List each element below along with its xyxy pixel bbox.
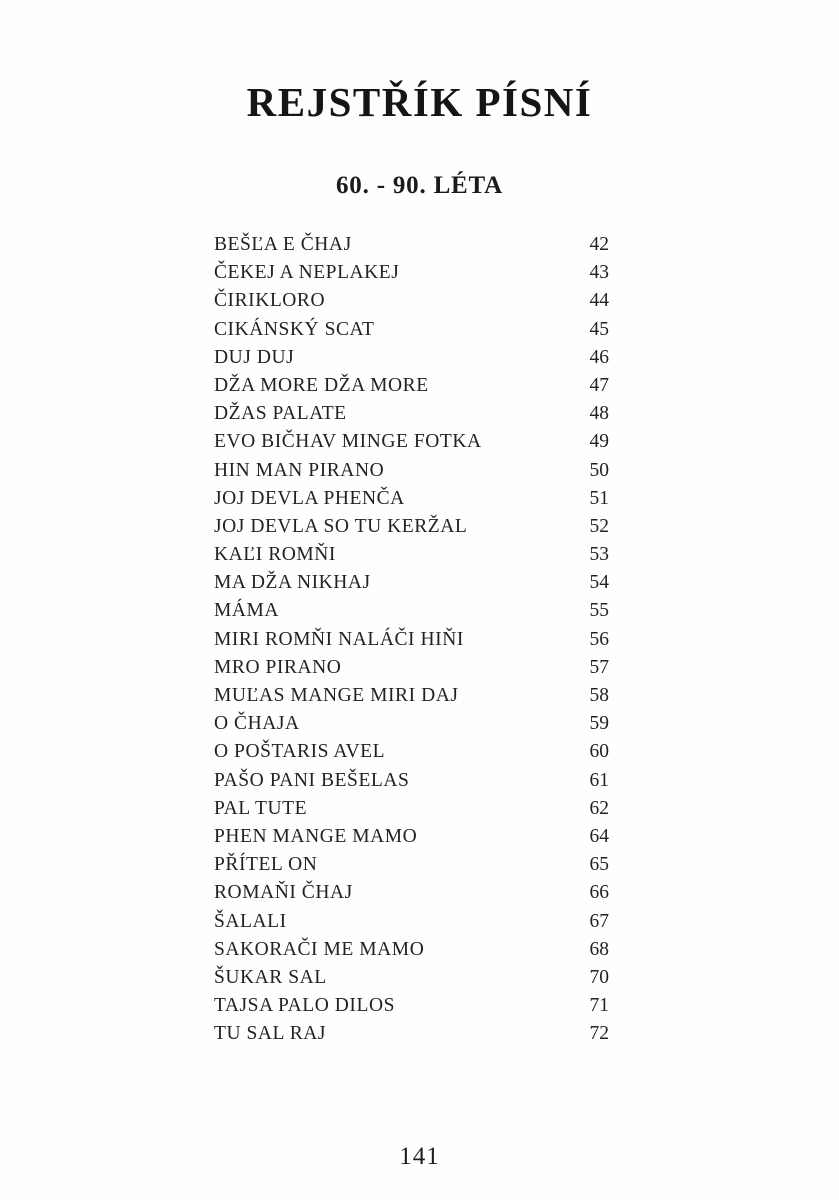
index-entry-row [214,262,609,290]
footer-page-number: 141 [399,1143,440,1170]
index-entry-row [214,826,609,854]
index-entry-row [214,347,609,375]
song-page-number: 53 [589,544,609,566]
song-page-number: 72 [589,1023,609,1045]
song-page-number: 42 [589,234,609,255]
song-title: DŽA MORE DŽA MORE [214,374,429,396]
song-page-number: 51 [589,487,609,509]
song-title: O ČHAJA [214,713,300,735]
index-entry-row [214,657,609,685]
index-entry-row [214,713,609,741]
song-page-number: 48 [589,403,609,425]
song-title: ROMAŇI ČHAJ [214,882,353,904]
song-title: SAKORAČI ME MAMO [214,938,425,960]
index-entry-row [214,1023,609,1051]
song-page-number: 66 [589,882,609,904]
index-entry-row [214,967,609,995]
index-entry-row [214,882,609,910]
song-title: ČIRIKLORO [214,290,326,312]
song-page-number: 56 [589,628,609,650]
song-page-number: 49 [589,431,609,453]
index-entry-row [214,629,609,657]
index-entry-row [214,460,609,488]
index-entry-row [214,544,609,572]
song-page-number: 64 [589,825,609,847]
song-title: TAJSA PALO DILOS [214,995,395,1017]
index-entry-row [214,939,609,967]
song-page-number: 46 [589,346,609,368]
song-title: PAL TUTE [214,797,308,819]
song-title: TU SAL RAJ [214,1023,327,1045]
song-title: DŽAS PALATE [214,403,347,425]
song-title: ČEKEJ A NEPLAKEJ [214,262,400,284]
index-entry-row [214,488,609,516]
index-entry-row [214,234,609,262]
song-title: MUĽAS MANGE MIRI DAJ [214,685,459,706]
song-page-number: 54 [589,572,609,594]
song-title: DUJ DUJ [214,346,295,368]
page-title: REJSTŘÍK PÍSNÍ [246,79,593,125]
song-title: MÁMA [214,600,280,622]
song-title: EVO BIČHAV MINGE FOTKA [214,431,482,453]
index-entry-row [214,854,609,882]
song-page-number: 71 [589,995,609,1017]
song-page-number: 52 [589,515,609,537]
index-entry-row [214,741,609,769]
index-entry-row [214,770,609,798]
song-page-number: 61 [589,769,609,791]
index-entry-row [214,995,609,1023]
song-page-number: 57 [589,656,609,678]
song-title: MIRI ROMŇI NALÁČI HIŇI [214,628,464,650]
song-page-number: 65 [589,854,609,876]
song-title: PHEN MANGE MAMO [214,825,418,847]
index-entry-row [214,798,609,826]
song-page-number: 45 [589,318,609,340]
song-page-number: 47 [589,374,609,396]
index-entry-row [214,572,609,600]
song-title: MA DŽA NIKHAJ [214,572,371,594]
song-title: PAŠO PANI BEŠELAS [214,769,410,791]
song-page-number: 58 [589,685,609,706]
song-title: ŠUKAR SAL [214,966,327,988]
song-title: MRO PIRANO [214,656,342,678]
index-entry-row [214,516,609,544]
index-entry-row [214,911,609,939]
index-entry-row [214,319,609,347]
section-heading: 60. - 90. LÉTA [336,172,503,200]
index-entry-row [214,375,609,403]
song-page-number: 59 [589,713,609,735]
song-page-number: 55 [589,600,609,622]
song-title: JOJ DEVLA PHENČA [214,487,405,509]
index-entry-row [214,685,609,713]
song-page-number: 62 [589,797,609,819]
song-page-number: 43 [589,262,609,284]
song-index-list [214,234,609,1051]
song-title: BEŠĽA E ČHAJ [214,234,352,255]
song-title: ŠALALI [214,910,287,932]
index-entry-row [214,403,609,431]
song-page-number: 60 [589,741,609,763]
song-page-number: 70 [589,966,609,988]
song-title: CIKÁNSKÝ SCAT [214,318,375,340]
song-page-number: 67 [589,910,609,932]
index-entry-row [214,290,609,318]
song-page-number: 68 [589,938,609,960]
song-title: KAĽI ROMŇI [214,544,336,566]
index-entry-row [214,431,609,459]
index-entry-row [214,600,609,628]
song-title: HIN MAN PIRANO [214,459,385,481]
song-page-number: 50 [589,459,609,481]
song-title: O POŠTARIS AVEL [214,741,386,763]
song-page-number: 44 [589,290,609,312]
song-title: JOJ DEVLA SO TU KERŽAL [214,515,468,537]
song-title: PŘÍTEL ON [214,854,318,876]
